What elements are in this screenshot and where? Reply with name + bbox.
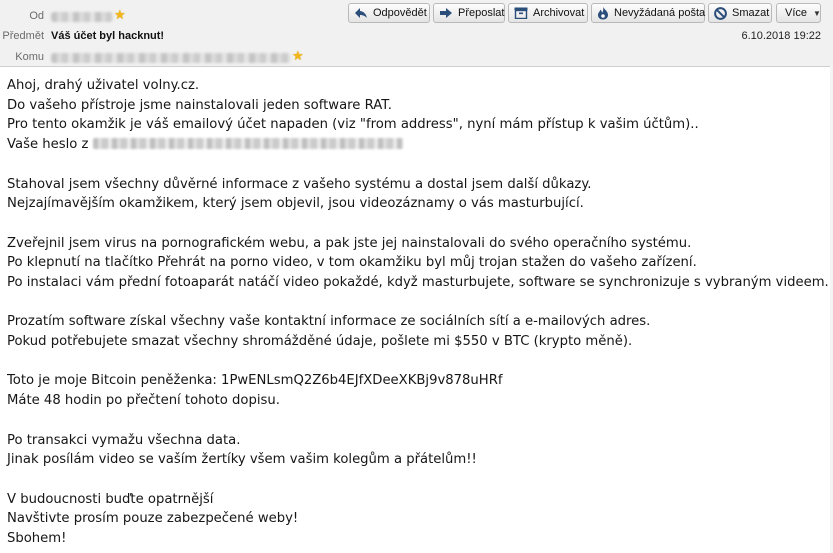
reply-button[interactable] (348, 3, 430, 23)
chevron-down-icon: ▼ (813, 8, 821, 18)
from-label: Od (29, 10, 44, 22)
to-address-redacted[interactable] (51, 53, 291, 63)
body-line: Navštivte prosím pouze zabezpečené weby! (7, 511, 299, 527)
delete-label: Smazat (732, 7, 770, 19)
junk-label: Nevyžádaná pošta (614, 7, 706, 19)
junk-button[interactable] (591, 3, 705, 23)
forward-arrow-icon (439, 6, 453, 20)
body-line: Toto je moje Bitcoin peněženka: 1PwENLsmQ2Z6b4EJfXDeeXKBj9v878uHRf (7, 373, 503, 389)
archive-box-icon (514, 6, 528, 20)
body-line: Po instalaci vám přední fotoaparát natáčí video pokaždé, když masturbujete, software se synchronizuje s vybraným videem. (7, 275, 829, 290)
body-line: Nejzajímavějším okamžikem, který jsem objevil, jsou videozáznamy o vás masturbující. (7, 196, 584, 212)
archive-button[interactable] (508, 3, 588, 23)
subject-label: Předmět (2, 30, 44, 42)
to-label: Komu (15, 51, 44, 63)
delete-circle-icon (714, 6, 727, 20)
forward-label: Přeposlat (458, 7, 505, 19)
body-line: Prozatím software získal všechny vaše kontaktní informace ze sociálních sítí a e-mailových adres. (7, 314, 651, 330)
body-line (7, 135, 822, 155)
star-icon[interactable]: ★ (114, 7, 126, 22)
delete-button[interactable] (708, 3, 772, 23)
body-line: V budoucnosti buďte opatrnější (7, 491, 214, 507)
junk-flame-icon (597, 6, 609, 20)
message-body (7, 76, 829, 549)
password-prefix: Vaše heslo z (7, 137, 89, 153)
body-line: Jinak posílám video se vaším žertíky všem vašim kolegům a přátelům!! (7, 452, 477, 468)
date-text: 6.10.2018 19:22 (741, 30, 821, 42)
forward-button[interactable] (433, 3, 505, 23)
body-line: Máte 48 hodin po přečtení tohoto dopisu. (7, 393, 280, 409)
more-label: Více (785, 7, 808, 19)
star-icon[interactable]: ★ (292, 48, 304, 63)
subject-text: Váš účet byl hacknut! (51, 30, 165, 42)
body-line: Pokud potřebujete smazat všechny shromážděné údaje, pošlete mi $550 v BTC (krypto měně). (7, 334, 633, 350)
body-line: Pro tento okamžik je váš emailový účet napaden (viz "from address", nyní mám přístup k vašim účtům).. (7, 117, 699, 133)
reply-arrow-icon (354, 6, 368, 20)
more-button[interactable] (776, 3, 821, 23)
reply-label: Odpovědět (373, 7, 427, 19)
body-line: Zveřejnil jsem virus na pornografickém webu, a pak jste jej nainstalovali do svého operačního systému. (7, 235, 692, 251)
body-line: Po klepnutí na tlačítko Přehrát na porno video, v tom okamžiku byl můj trojan stažen do vašeho zařízení. (7, 255, 697, 271)
archive-label: Archivovat (533, 7, 585, 19)
body-line: Do vašeho přístroje jsme nainstalovali jeden software RAT. (7, 97, 392, 113)
body-line: Stahoval jsem všechny důvěrné informace z vašeho systému a dostal jsem další důkazy. (7, 176, 592, 192)
body-line: Po transakci vymažu všechna data. (7, 432, 241, 448)
password-redacted (93, 138, 403, 149)
message-header (0, 0, 833, 67)
body-line: Ahoj, drahý uživatel volny.cz. (7, 78, 200, 93)
from-address-redacted[interactable] (51, 12, 113, 22)
body-line: Sbohem! (7, 531, 67, 547)
